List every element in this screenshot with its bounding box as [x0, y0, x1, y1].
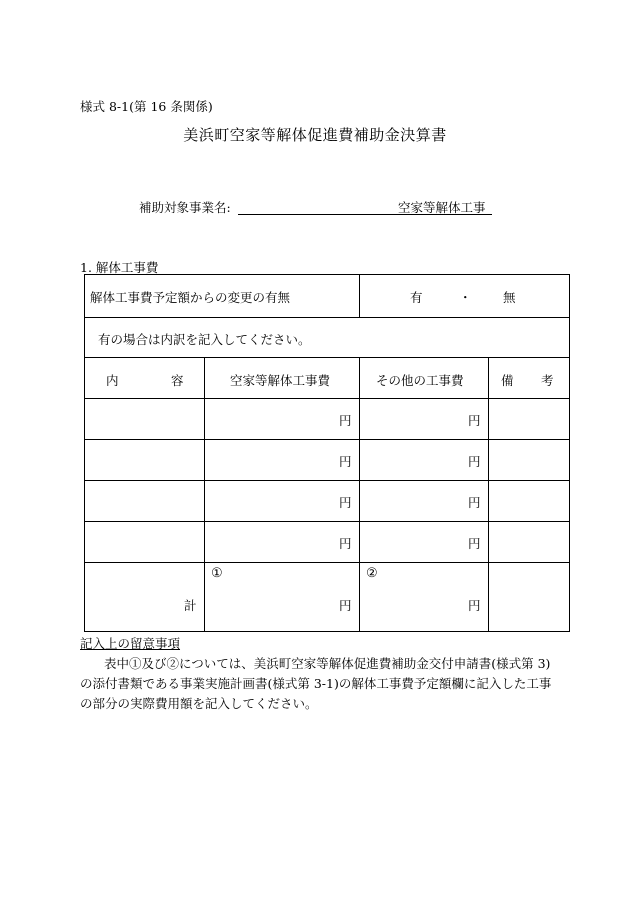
table-divider	[488, 357, 489, 631]
table-divider	[84, 317, 570, 318]
project-name-value: 空家等解体工事	[398, 200, 486, 215]
yen-unit: 円	[468, 536, 481, 551]
table-divider	[84, 521, 570, 522]
section-heading: 1. 解体工事費	[80, 260, 159, 275]
yen-unit: 円	[339, 454, 352, 469]
header-content-char-1: 内	[106, 373, 119, 388]
total-yen-unit: 円	[468, 598, 481, 613]
yen-unit: 円	[339, 495, 352, 510]
form-number: 様式 8-1(第 16 条関係)	[80, 99, 213, 114]
project-name-label: 補助対象事業名:	[139, 200, 231, 215]
header-demolition-cost: 空家等解体工事費	[230, 373, 331, 388]
option-yes[interactable]: 有	[410, 290, 423, 305]
table-divider	[359, 275, 360, 317]
yen-unit: 円	[468, 413, 481, 428]
notes-heading: 記入上の留意事項	[80, 636, 181, 651]
expense-table	[84, 274, 570, 632]
table-divider	[204, 357, 205, 631]
option-no[interactable]: 無	[503, 290, 516, 305]
table-divider	[84, 439, 570, 440]
table-divider	[359, 357, 360, 631]
table-divider	[84, 357, 570, 358]
header-remarks-char-2: 考	[541, 373, 554, 388]
header-remarks-char-1: 備	[501, 373, 514, 388]
instruction-text: 有の場合は内訳を記入してください。	[98, 332, 311, 347]
table-divider	[84, 480, 570, 481]
total-label: 計	[184, 598, 197, 613]
table-divider	[84, 398, 570, 399]
table-divider	[84, 562, 570, 563]
header-content-char-2: 容	[171, 373, 184, 388]
change-question: 解体工事費予定額からの変更の有無	[90, 290, 291, 305]
yen-unit: 円	[339, 413, 352, 428]
notes-body: 表中①及び②については、美浜町空家等解体促進費補助金交付申請書(様式第 3)の添付書類である事業実施計画書(様式第 3-1)の解体工事費予定額欄に記入した工事の部分の実際費用額を記入してください。	[80, 656, 552, 711]
document-title: 美浜町空家等解体促進費補助金決算書	[183, 126, 447, 144]
total-yen-unit: 円	[339, 598, 352, 613]
circle-marker-1: ①	[211, 566, 223, 581]
header-other-cost: その他の工事費	[376, 373, 464, 388]
circle-marker-2: ②	[366, 566, 378, 581]
option-separator: ・	[459, 290, 472, 305]
yen-unit: 円	[339, 536, 352, 551]
yen-unit: 円	[468, 454, 481, 469]
yen-unit: 円	[468, 495, 481, 510]
